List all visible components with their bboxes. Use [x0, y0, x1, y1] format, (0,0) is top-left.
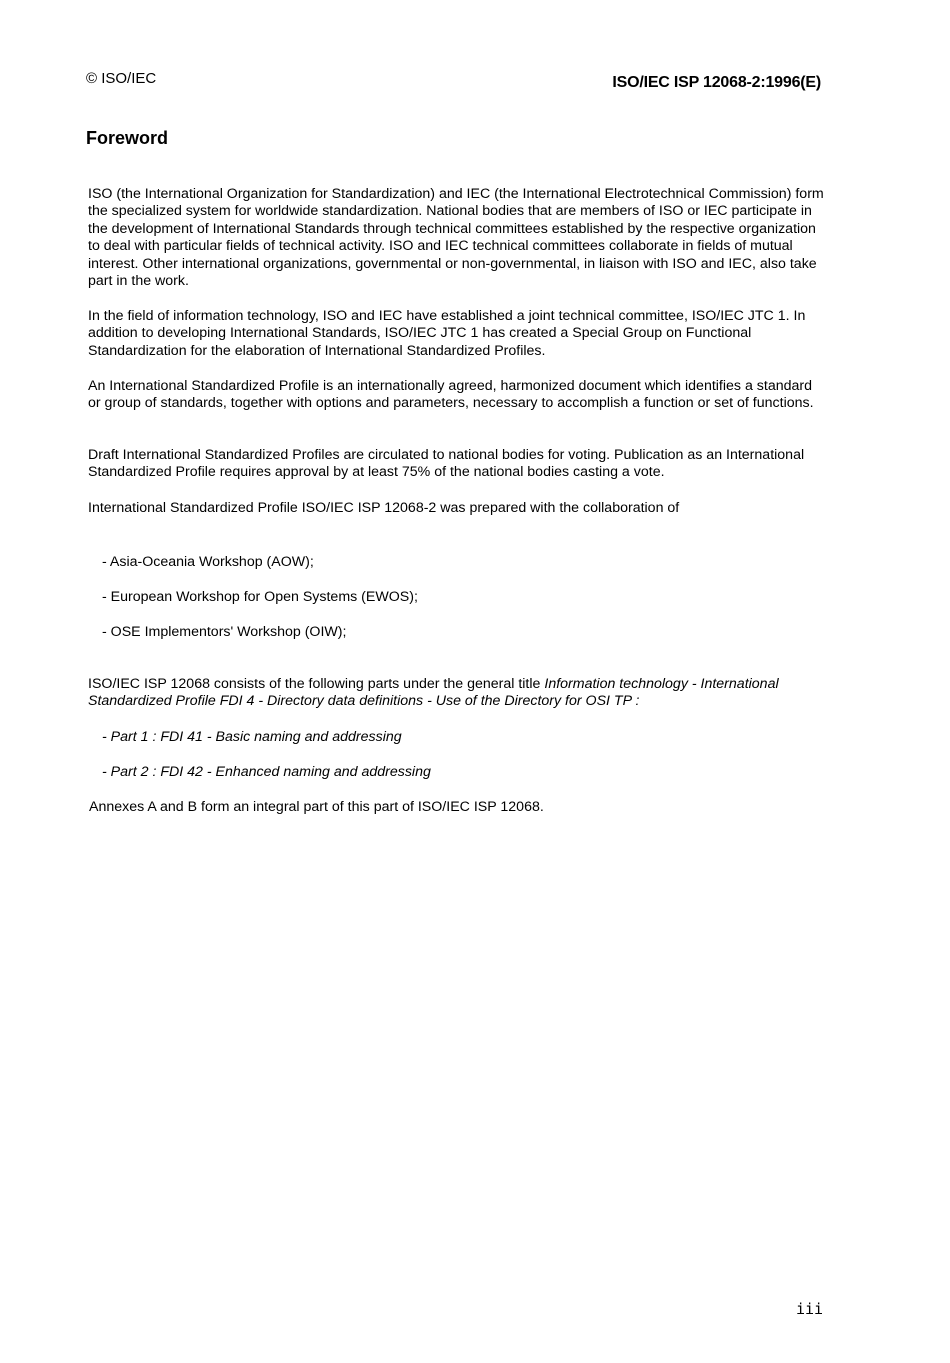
paragraph-draft-voting: Draft International Standardized Profiles are circulated to national bodies for voting. Publication as an International Standardized Profile requires approval by at least 75% of the national bodies casting a vote.	[88, 447, 805, 481]
header-copyright: © ISO/IEC	[86, 70, 157, 87]
paragraph-annexes: Annexes A and B form an integral part of this part of ISO/IEC ISP 12068.	[89, 799, 544, 815]
list-item-part-2: - Part 2 : FDI 42 - Enhanced naming and addressing	[102, 764, 431, 780]
header-document-id: ISO/IEC ISP 12068-2:1996(E)	[612, 74, 821, 91]
paragraph-isp-definition: An International Standardized Profile is an internationally agreed, harmonized document which identifies a standard or group of standards, together with options and parameters, necessary to accomplish a function or set of functions.	[88, 378, 814, 412]
page-number: iii	[796, 1300, 824, 1318]
paragraph-jtc1: In the field of information technology, ISO and IEC have established a joint technical committee, ISO/IEC JTC 1. In addition to developing International Standards, ISO/IEC JTC 1 has created a Special Group on Functional Standardization for the elaboration of International Standardized Profiles.	[88, 308, 806, 359]
paragraph-collaboration: International Standardized Profile ISO/IEC ISP 12068-2 was prepared with the collaboration of	[88, 500, 680, 516]
list-item-workshop-aow: - Asia-Oceania Workshop (AOW);	[102, 554, 314, 570]
list-item-part-1: - Part 1 : FDI 41 - Basic naming and addressing	[102, 729, 402, 745]
paragraph-iso-iec-intro: ISO (the International Organization for Standardization) and IEC (the International Electrotechnical Commission) form the specialized system for worldwide standardization. National bodies that are members of ISO or IEC participate in the development of International Standards through technical committees established by the respective organization to deal with particular fields of technical activity. ISO and IEC technical committees collaborate in fields of mutual interest. Other international organizations, governmental or non-governmental, in liaison with ISO and IEC, also take part in the work.	[88, 186, 824, 290]
list-item-workshop-oiw: - OSE Implementors' Workshop (OIW);	[102, 624, 347, 640]
parts-intro-text: ISO/IEC ISP 12068 consists of the following parts under the general title	[88, 676, 545, 692]
list-item-workshop-ewos: - European Workshop for Open Systems (EWOS);	[102, 589, 418, 605]
page-title: Foreword	[86, 128, 169, 148]
parts-general-title: Information technology - International Standardized Profile FDI 4 - Directory data definitions - Use of the Directory for OSI TP :	[88, 676, 779, 710]
paragraph-parts-intro	[88, 676, 828, 711]
